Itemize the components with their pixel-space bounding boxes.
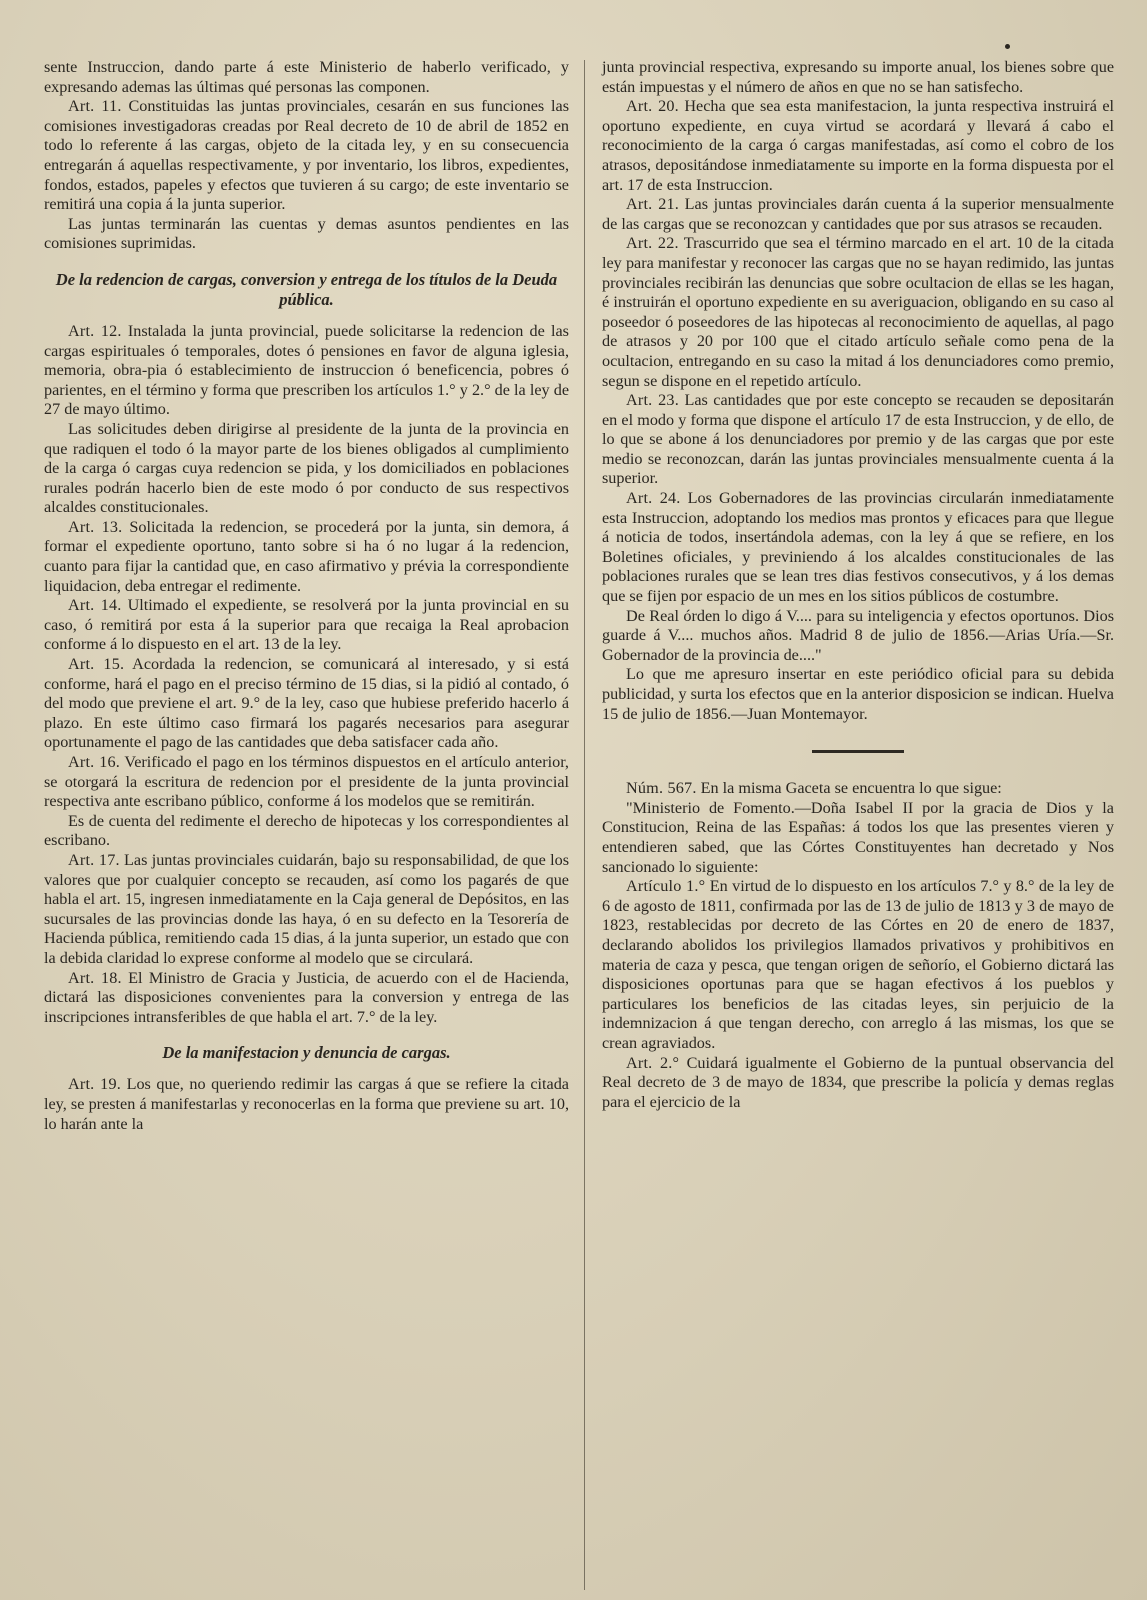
article-text: En virtud de lo dispuesto en los artículos 7.° y 8.° de la ley de 6 de agosto de 1811, confirmada por las de 13 de julio de 1813 y 3 de mayo de 1823, restablecidas por decreto de las Córtes en 20 de enero de 1837, declarando abolidos los privilegios llamados privativos y prohibitivos en materia de caza y pesca, que tengan origen de señorío, el Gobierno dictará las disposiciones oportunas para que se hagan efectivos á los pueblos y particulares los beneficios de las citadas leyes, sin perjuicio de la indemnizacion á que tengan derecho, con arreglo á las mismas, los que se crean agraviados. (602, 877, 1114, 1052)
section-heading: De la manifestacion y denuncia de cargas. (162, 1043, 451, 1063)
article-number: Art. 17. (68, 850, 120, 869)
article-number: Art. 2.° (626, 1053, 680, 1072)
article-text: Las juntas provinciales cuidarán, bajo su responsabilidad, de que los valores que por cualquier concepto se recauden, así como los pagarés de que habla el art. 15, ingresen inmediatamente en la Caja general de Depósitos, en las sucursales de las provincias donde las haya, ó en su defecto en la Tesorería de Hacienda pública, remitiendo cada 15 dias, á la junta superior, un estado que con la debida claridad lo exprese conforme al modelo que se circulará. (44, 850, 570, 967)
article-text: Hecha que sea esta manifestacion, la junta respectiva instruirá el oportuno expediente, en cuya virtud se acordará y llevará á cabo el reconocimiento de la carga ó cargas manifestadas, así como el cobro de los atrasos, depositándose inmediatamente su importe en la forma dispuesta por el art. 17 de esta Instruccion. (602, 97, 1114, 194)
article-number: Art. 13. (68, 517, 123, 536)
article-text: El Ministro de Gracia y Justicia, de acuerdo con el de Hacienda, dictará las disposiciones convenientes para la conversion y entrega de las inscripciones intransferibles de que habla el art. 7.° de la ley. (44, 968, 569, 1026)
paragraph: sente Instruccion, dando parte á este Ministerio de haberlo verificado, y expresando ademas las últimas qué personas las componen. (44, 58, 569, 96)
paragraph: Las solicitudes deben dirigirse al presidente de la junta de la provincia en que radiquen el todo ó la mayor parte de los bienes obligados al cumplimiento de la carga ó cargas cuya redencion se pida, y los domiciliados en poblaciones rurales podrán hacerlo bien de este modo ó por conducto de sus respectivos alcaldes constitucionales. (44, 419, 569, 517)
article-number: Art. 21. (626, 195, 680, 214)
paragraph: Es de cuenta del redimente el derecho de hipotecas y los correspondientes al escribano. (44, 811, 569, 850)
article-19 (44, 1075, 569, 1134)
article-23 (602, 391, 1114, 489)
article-15 (44, 655, 569, 753)
article-22 (602, 234, 1114, 391)
article-text: Trascurrido que sea el término marcado en el art. 10 de la citada ley para manifestar y reconocer las cargas que no se hayan redimido, las juntas provinciales recibirán las denuncias que sobre ocultacion de ellas se les hagan, é instruirán el oportuno expediente en su averiguacion, obligando en su caso al poseedor ó poseedores de las hipotecas al reconocimiento de aquellas, al pago de atrasos y 20 por 100 que el citado artículo señale como pena de la ocultacion, entregando en su caso la mitad á los denunciadores como premio, segun se dispone en el repetido artículo. (602, 234, 1114, 390)
paragraph: junta provincial respectiva, expresando su importe anual, los bienes sobre que están impuestas y el número de años en que no se han satisfecho. (602, 58, 1114, 96)
left-column (44, 58, 569, 1134)
article-text: Los Gobernadores de las provincias circularán inmediatamente esta Instruccion, adoptando los medios mas prontos y eficaces para que llegue á noticia de todos, insertándola ademas, con la ley á que se refiere, en los Boletines oficiales, y previniendo á los alcaldes constitucionales de las poblaciones rurales que se lean tres dias festivos consecutivos, y á los demas que se fijen por espacio de un mes en los sitios públicos de costumbre. (602, 489, 1114, 606)
article-2 (602, 1054, 1114, 1113)
article-text: Constituidas las juntas provinciales, cesarán en sus funciones las comisiones investigadoras creadas por Real decreto de 10 de abril de 1852 en todo lo referente á las cargas, objeto de la citada ley, y en su consecuencia entregarán á aquellas respectivamente, y por inventario, los libros, expedientes, fondos, estados, papeles y efectos que tuvieren á su cargo; de este inventario se remitirá una copia á la junta superior. (44, 97, 569, 214)
article-text: Verificado el pago en los términos dispuestos en el artículo anterior, se otorgará la escritura de redencion por el presidente de la junta provincial respectiva ante escribano público, conforme á los modelos que se remitirán. (44, 753, 569, 811)
article-1 (602, 877, 1114, 1053)
article-number: Art. 11. (68, 97, 122, 116)
right-column (602, 58, 1114, 1112)
article-11 (44, 97, 569, 215)
article-text: Acordada la redencion, se comunicará al interesado, y si está conforme, hará el pago en el preciso término de 15 dias, si la pidió al contado, ó del modo que previene el art. 9.° de la ley, caso que hubiese preferido hacerlo á plazo. En este último caso firmará los pagarés necesarios para asegurar oportunamente el pago de las cantidades que deba satisfacer cada año. (44, 655, 569, 752)
article-number: Art. 19. (68, 1075, 122, 1094)
article-21 (602, 195, 1114, 234)
entry-567 (602, 779, 1114, 799)
article-24 (602, 489, 1114, 607)
article-17 (44, 851, 569, 969)
article-number: Art. 18. (68, 968, 122, 987)
royal-order-closing: De Real órden lo digo á V.... para su inteligencia y efectos oportunos. Dios guarde á V.... muchos años. Madrid 8 de julio de 1856.—Arias Uría.—Sr. Gobernador de la provincia de...." (602, 606, 1114, 664)
paragraph: "Ministerio de Fomento.—Doña Isabel II por la gracia de Dios y la Constitucion, Reina de las Españas: á todos los que las presentes vieren y entendieren sabed, que las Córtes Constituyentes han decretado y Nos sancionado lo siguiente: (602, 798, 1114, 876)
article-text: Ultimado el expediente, se resolverá por la junta provincial en su caso, ó remitirá por esta á la superior para que recaiga la Real aprobacion conforme á lo dispuesto en el art. 13 de la ley. (44, 596, 570, 654)
section-divider (812, 750, 904, 753)
article-text: Cuidará igualmente el Gobierno de la puntual observancia del Real decreto de 3 de mayo de 1834, que prescribe la policía y demas reglas para el ejercicio de la (602, 1053, 1114, 1111)
article-number: Art. 12. (68, 321, 122, 340)
article-number: Art. 22. (626, 234, 679, 253)
article-number: Art. 16. (68, 753, 121, 771)
article-number: Art. 15. (68, 655, 125, 674)
article-number: Art. 14. (68, 596, 122, 615)
printer-mark-dot (1005, 44, 1010, 49)
entry-number: Núm. 567. (626, 779, 697, 798)
article-12 (44, 322, 569, 420)
article-text: Las cantidades que por este concepto se recauden se depositarán en el modo y forma que dispone el artículo 17 de esta Instruccion, y de ello, de lo que se abone á los denunciadores por premio y de las cargas que por este medio se reconozcan, darán las juntas provinciales mensualmente cuenta á la superior. (602, 391, 1114, 488)
article-14 (44, 596, 569, 655)
article-text: Las juntas provinciales darán cuenta á la superior mensualmente de las cargas que se reconozcan y cantidades que por sus atrasos se recauden. (602, 195, 1114, 233)
article-18 (44, 969, 569, 1028)
article-13 (44, 518, 569, 596)
article-16 (44, 753, 569, 812)
article-number: Art. 23. (626, 391, 679, 410)
column-divider (584, 60, 585, 1590)
article-text: Instalada la junta provincial, puede solicitarse la redencion de las cargas espirituales ó temporales, dotes ó pensiones en favor de alguna iglesia, memoria, obra-pia ó establecimiento de instruccion ó beneficencia, pobres ó parientes, en el término y forma que prescriben los artículos 1.° y 2.° de la ley de 27 de mayo último. (44, 321, 569, 419)
article-number: Art. 24. (626, 489, 681, 508)
article-number: Art. 20. (626, 97, 679, 116)
article-text: Los que, no queriendo redimir las cargas á que se refiere la citada ley, se presten á manifestarlas y reconocerlas en la forma que previene su art. 10, lo harán ante la (44, 1075, 569, 1133)
paragraph: Las juntas terminarán las cuentas y demas asuntos pendientes en las comisiones suprimidas. (44, 214, 569, 253)
article-number: Artículo 1.° (626, 877, 706, 896)
article-text: Solicitada la redencion, se procederá por la junta, sin demora, á formar el expediente oportuno, tanto sobre si ha ó no lugar á la redencion, cuanto para fijar la cantidad que, en caso afirmativo y prévia la correspondiente liquidacion, deba entregar el redimente. (44, 517, 569, 595)
article-20 (602, 97, 1114, 195)
entry-text: En la misma Gaceta se encuentra lo que sigue: (700, 779, 1002, 798)
section-heading: De la redencion de cargas, conversion y entrega de los títulos de la Deuda pública. (55, 269, 558, 309)
governor-note: Lo que me apresuro insertar en este periódico oficial para su debida publicidad, y surta los efectos que en la anterior disposicion se indican. Huelva 15 de julio de 1856.—Juan Montemayor. (602, 665, 1114, 723)
